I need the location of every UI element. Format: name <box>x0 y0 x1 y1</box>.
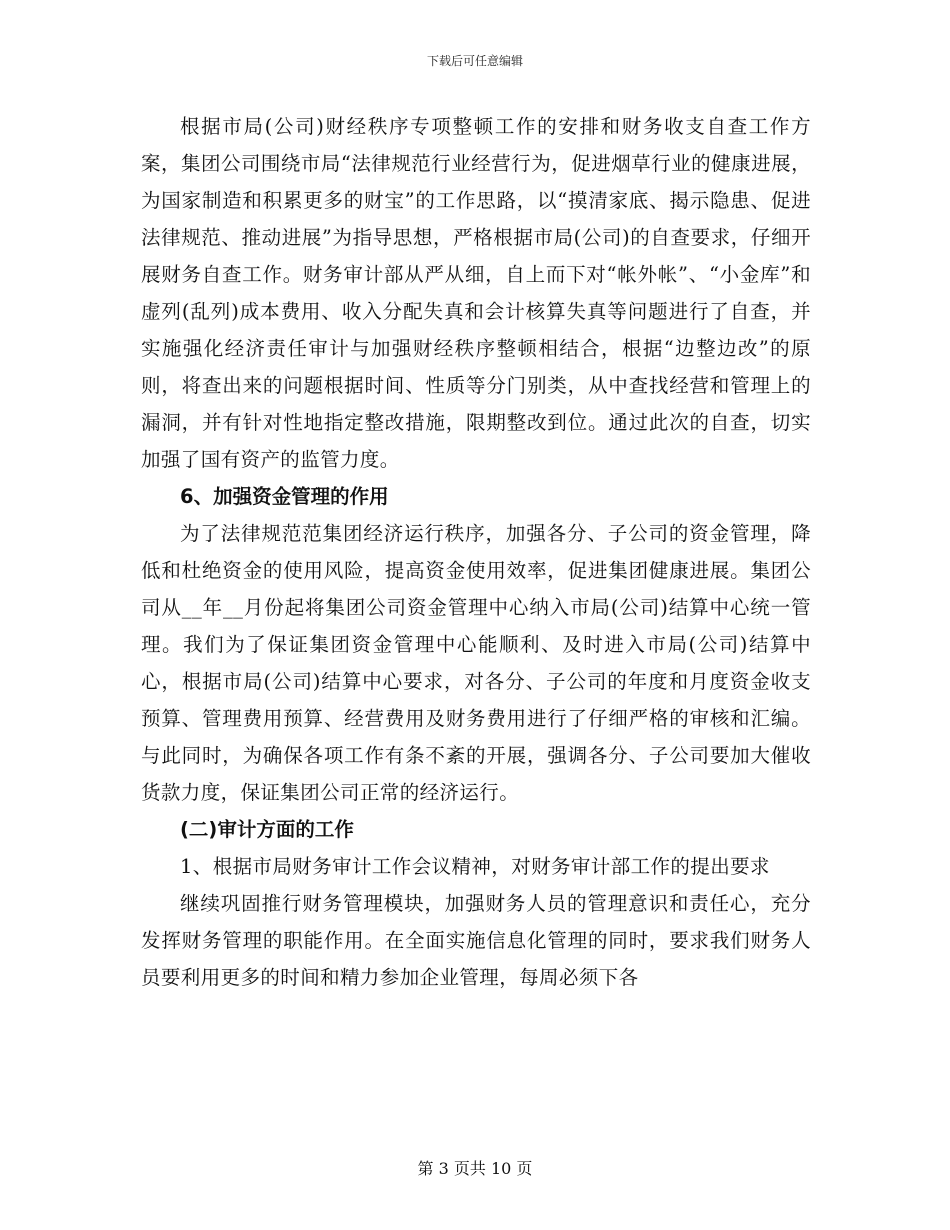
document-body <box>141 108 811 996</box>
paragraph-self-inspection: 根据市局(公司)财经秩序专项整顿工作的安排和财务收支自查工作方案，集团公司围绕市局“法律规范行业经营行为，促进烟草行业的健康进展，为国家制造和积累更多的财宝”的工作思路，以“摸清家底、揭示隐患、促进法律规范、推动进展”为指导思想，严格根据市局(公司)的自查要求，仔细开展财务自查工作。财务审计部从严从细，自上而下对“帐外帐”、“小金库”和虚列(乱列)成本费用、收入分配失真和会计核算失真等问题进行了自查，并实施强化经济责任审计与加强财经秩序整顿相结合，根据“边整边改”的原则，将查出来的问题根据时间、性质等分门别类，从中查找经营和管理上的漏洞，并有针对性地指定整改措施，限期整改到位。通过此次的自查，切实加强了国有资产的监管力度。 <box>141 115 811 471</box>
page-number: 第 3 页共 10 页 <box>417 1159 533 1178</box>
download-edit-note: 下载后可任意编辑 <box>426 54 523 68</box>
section-heading-audit-work: (二)审计方面的工作 <box>180 818 354 841</box>
paragraph-audit-requirement: 1、根据市局财务审计工作会议精神，对财务审计部工作的提出要求 <box>180 855 770 878</box>
paragraph-financial-module: 继续巩固推行财务管理模块，加强财务人员的管理意识和责任心，充分发挥财务管理的职能作用。在全面实施信息化管理的同时，要求我们财务人员要利用更多的时间和精力参加企业管理，每周必须下各 <box>141 892 811 989</box>
section-heading-fund-management: 6、加强资金管理的作用 <box>180 485 389 508</box>
paragraph-fund-management: 为了法律规范范集团经济运行秩序，加强各分、子公司的资金管理，降低和杜绝资金的使用风险，提高资金使用效率，促进集团健康进展。集团公司从__年__月份起将集团公司资金管理中心纳入市局(公司)结算中心统一管理。我们为了保证集团资金管理中心能顺利、及时进入市局(公司)结算中心，根据市局(公司)结算中心要求，对各分、子公司的年度和月度资金收支预算、管理费用预算、经营费用及财务费用进行了仔细严格的审核和汇编。与此同时，为确保各项工作有条不紊的开展，强调各分、子公司要加大催收货款力度，保证集团公司正常的经济运行。 <box>141 522 811 804</box>
